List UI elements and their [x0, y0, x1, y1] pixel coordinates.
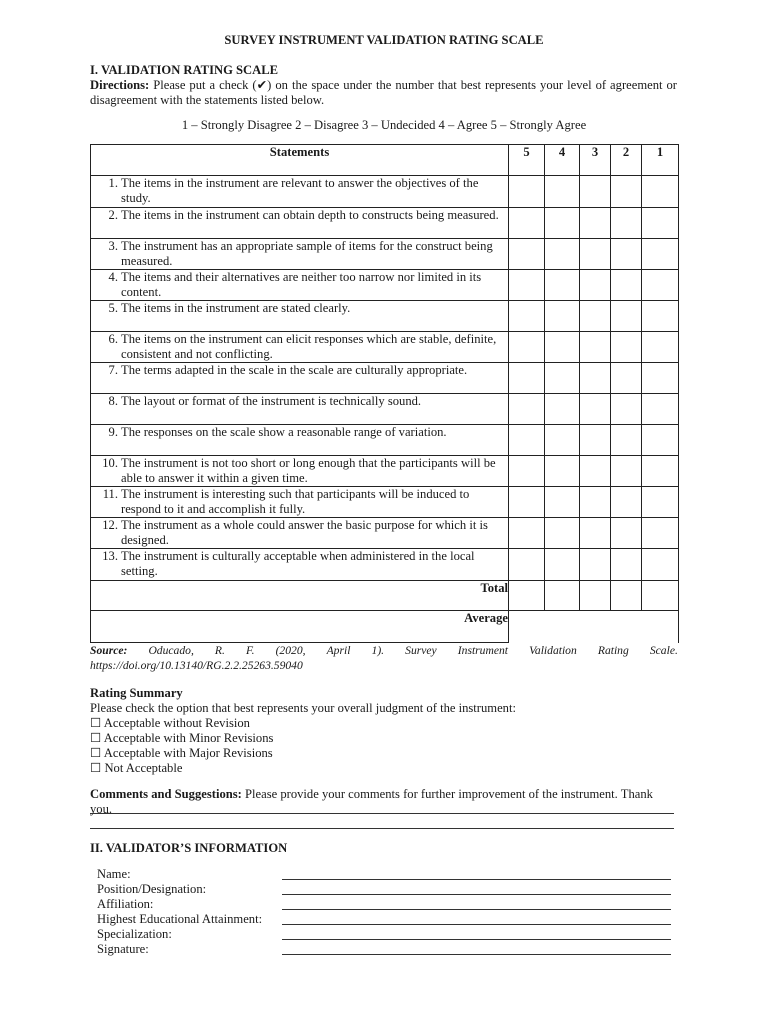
statement-text: The instrument has an appropriate sample of items for the construct being measured.	[121, 239, 493, 268]
statement-text: The items on the instrument can elicit responses which are stable, definite, consistent and not conflicting.	[121, 332, 497, 361]
statement-number: 5.	[108, 301, 118, 315]
rating-cell-4[interactable]	[545, 208, 580, 239]
statement-cell	[91, 456, 509, 487]
statement-cell	[91, 425, 509, 456]
rating-table	[90, 144, 679, 643]
statement-text: The instrument is culturally acceptable when administered in the local setting.	[121, 549, 475, 578]
rating-cell-2[interactable]	[611, 208, 642, 239]
rating-cell-3[interactable]	[580, 301, 611, 332]
statement-cell	[91, 518, 509, 549]
statement-number: 13.	[102, 549, 118, 563]
directions-text: Please put a check (✔) on the space under the number that best represents your level of agreement or disagreement with the statements listed below.	[90, 78, 677, 107]
total-row	[91, 581, 679, 611]
statement-number: 4.	[108, 270, 118, 284]
rating-cell-5[interactable]	[509, 394, 545, 425]
statement-number: 12.	[102, 518, 118, 532]
statement-number: 11.	[102, 487, 118, 501]
statement-number: 1.	[108, 176, 118, 190]
rating-cell-5[interactable]	[509, 549, 545, 581]
rating-cell-2[interactable]	[611, 394, 642, 425]
statement-text: The instrument as a whole could answer the basic purpose for which it is designed.	[121, 518, 488, 547]
rating-cell-2[interactable]	[611, 425, 642, 456]
scale-header-4: 4	[545, 145, 580, 176]
source-word: April	[326, 644, 351, 657]
statement-text: The items in the instrument are stated clearly.	[121, 301, 351, 315]
rating-cell-4[interactable]	[545, 332, 580, 363]
statement-text: The items in the instrument are relevant to answer the objectives of the study.	[121, 176, 479, 205]
rating-summary-heading: Rating Summary	[90, 686, 183, 700]
rating-option-label: Acceptable with Minor Revisions	[103, 731, 274, 745]
rating-cell-1[interactable]	[642, 239, 679, 270]
statement-text: The items and their alternatives are neither too narrow nor limited in its content.	[121, 270, 482, 299]
statement-number: 3.	[108, 239, 118, 253]
comments-label: Comments and Suggestions:	[90, 787, 242, 801]
checkbox-icon[interactable]: ☐	[90, 731, 102, 745]
rating-cell-1[interactable]	[642, 487, 679, 518]
validator-field-line[interactable]	[282, 879, 671, 880]
source-word: 1).	[371, 644, 385, 657]
total-cell-5[interactable]	[509, 581, 545, 611]
rating-cell-4[interactable]	[545, 239, 580, 270]
statement-number: 10.	[102, 456, 118, 470]
validator-field-label: Specialization:	[97, 927, 172, 941]
rating-cell-4[interactable]	[545, 518, 580, 549]
source-word: Survey	[405, 644, 437, 657]
source-label: Source:	[90, 644, 128, 657]
table-row	[91, 208, 679, 239]
statement-text: The responses on the scale show a reasonable range of variation.	[121, 425, 447, 439]
rating-cell-5[interactable]	[509, 301, 545, 332]
directions-label: Directions:	[90, 78, 150, 92]
rating-cell-4[interactable]	[545, 394, 580, 425]
rating-cell-5[interactable]	[509, 363, 545, 394]
checkbox-icon[interactable]: ☐	[90, 746, 102, 760]
rating-cell-1[interactable]	[642, 208, 679, 239]
validator-field-line[interactable]	[282, 909, 671, 910]
statement-number: 8.	[108, 394, 118, 408]
total-cell-4[interactable]	[545, 581, 580, 611]
source-word: F.	[245, 644, 255, 657]
rating-option-label: Acceptable with Major Revisions	[103, 746, 273, 760]
rating-cell-1[interactable]	[642, 456, 679, 487]
checkbox-icon[interactable]: ☐	[90, 716, 102, 730]
statement-cell	[91, 301, 509, 332]
statement-number: 9.	[108, 425, 118, 439]
rating-cell-4[interactable]	[545, 270, 580, 301]
rating-cell-4[interactable]	[545, 549, 580, 581]
comments-text: Please provide your comments for further improvement of the instrument. Thank you.	[90, 787, 653, 816]
table-row	[91, 394, 679, 425]
rating-cell-4[interactable]	[545, 487, 580, 518]
validator-field-line[interactable]	[282, 924, 671, 925]
rating-option[interactable]	[90, 761, 182, 776]
source-word: (2020,	[275, 644, 306, 657]
statement-cell	[91, 487, 509, 518]
statement-number: 6.	[108, 332, 118, 346]
statement-cell	[91, 176, 509, 208]
rating-cell-2[interactable]	[611, 456, 642, 487]
rating-cell-5[interactable]	[509, 456, 545, 487]
validator-field-label: Name:	[97, 867, 131, 881]
section1-heading: I. VALIDATION RATING SCALE	[90, 63, 279, 77]
statement-cell	[91, 239, 509, 270]
rating-cell-1[interactable]	[642, 363, 679, 394]
statement-number: 7.	[108, 363, 118, 377]
rating-cell-5[interactable]	[509, 425, 545, 456]
average-value-cell[interactable]	[509, 611, 679, 643]
statement-cell	[91, 549, 509, 581]
rating-option[interactable]	[90, 716, 250, 731]
statement-text: The items in the instrument can obtain depth to constructs being measured.	[121, 208, 499, 222]
rating-cell-3[interactable]	[580, 487, 611, 518]
rating-cell-3[interactable]	[580, 425, 611, 456]
source-word: R.	[214, 644, 225, 657]
rating-cell-5[interactable]	[509, 176, 545, 208]
statement-text: The terms adapted in the scale in the scale are culturally appropriate.	[121, 363, 468, 377]
table-row	[91, 425, 679, 456]
average-row	[91, 611, 679, 643]
total-label: Total	[91, 581, 509, 611]
rating-cell-3[interactable]	[580, 549, 611, 581]
rating-cell-4[interactable]	[545, 363, 580, 394]
source-word: Instrument	[457, 644, 509, 657]
rating-cell-2[interactable]	[611, 487, 642, 518]
scale-legend: 1 – Strongly Disagree 2 – Disagree 3 – Undecided 4 – Agree 5 – Strongly Agree	[181, 118, 587, 132]
comments-line-1[interactable]	[90, 813, 674, 814]
table-row	[91, 456, 679, 487]
table-row	[91, 332, 679, 363]
total-cell-2[interactable]	[611, 581, 642, 611]
rating-cell-1[interactable]	[642, 549, 679, 581]
rating-cell-2[interactable]	[611, 270, 642, 301]
source-word: Rating	[597, 644, 629, 657]
statement-text: The instrument is interesting such that participants will be induced to respond to it and accomplish it fully.	[121, 487, 470, 516]
statement-cell	[91, 363, 509, 394]
statement-cell	[91, 270, 509, 301]
rating-cell-5[interactable]	[509, 239, 545, 270]
statement-text: The instrument is not too short or long enough that the participants will be able to answer it within a given time.	[121, 456, 496, 485]
table-row	[91, 270, 679, 301]
rating-cell-1[interactable]	[642, 332, 679, 363]
scale-header-3: 3	[580, 145, 611, 176]
rating-cell-4[interactable]	[545, 425, 580, 456]
total-cell-1[interactable]	[642, 581, 679, 611]
rating-cell-5[interactable]	[509, 518, 545, 549]
rating-cell-2[interactable]	[611, 239, 642, 270]
source-word: Oducado,	[148, 644, 194, 657]
statement-cell	[91, 332, 509, 363]
statement-number: 2.	[108, 208, 118, 222]
validator-field-line[interactable]	[282, 954, 671, 955]
source-citation	[90, 643, 678, 673]
statement-cell	[91, 394, 509, 425]
checkbox-icon[interactable]: ☐	[90, 761, 102, 775]
scale-header-1: 1	[642, 145, 679, 176]
source-word: Validation	[529, 644, 577, 657]
rating-cell-5[interactable]	[509, 487, 545, 518]
scale-header-2: 2	[611, 145, 642, 176]
directions	[90, 78, 677, 108]
rating-option-label: Not Acceptable	[104, 761, 183, 775]
section2-heading: II. VALIDATOR’S INFORMATION	[90, 841, 288, 855]
table-row	[91, 176, 679, 208]
table-header-row	[91, 145, 679, 176]
rating-cell-2[interactable]	[611, 363, 642, 394]
rating-cell-3[interactable]	[580, 208, 611, 239]
source-word: Scale.	[649, 644, 678, 657]
statements-header: Statements	[91, 145, 509, 176]
validator-field-label: Position/Designation:	[97, 882, 207, 896]
table-row	[91, 301, 679, 332]
rating-cell-1[interactable]	[642, 176, 679, 208]
validator-field-line[interactable]	[282, 894, 671, 895]
statement-text: The layout or format of the instrument is technically sound.	[121, 394, 422, 408]
rating-cell-3[interactable]	[580, 239, 611, 270]
rating-cell-2[interactable]	[611, 301, 642, 332]
rating-cell-5[interactable]	[509, 270, 545, 301]
rating-cell-1[interactable]	[642, 270, 679, 301]
rating-cell-2[interactable]	[611, 176, 642, 208]
rating-option-label: Acceptable without Revision	[103, 716, 250, 730]
rating-cell-4[interactable]	[545, 301, 580, 332]
rating-cell-2[interactable]	[611, 549, 642, 581]
rating-cell-1[interactable]	[642, 425, 679, 456]
rating-cell-1[interactable]	[642, 301, 679, 332]
average-label: Average	[91, 611, 509, 643]
source-doi: https://doi.org/10.13140/RG.2.2.25263.59040	[90, 659, 303, 672]
scale-header-5: 5	[509, 145, 545, 176]
rating-cell-1[interactable]	[642, 394, 679, 425]
comments-line-2[interactable]	[90, 828, 674, 829]
validator-field-label: Signature:	[97, 942, 149, 956]
rating-cell-5[interactable]	[509, 208, 545, 239]
rating-option[interactable]	[90, 746, 273, 761]
statement-cell	[91, 208, 509, 239]
rating-cell-2[interactable]	[611, 332, 642, 363]
rating-cell-4[interactable]	[545, 456, 580, 487]
document-title: SURVEY INSTRUMENT VALIDATION RATING SCALE	[224, 33, 544, 47]
rating-cell-3[interactable]	[580, 270, 611, 301]
rating-option[interactable]	[90, 731, 273, 746]
rating-cell-3[interactable]	[580, 363, 611, 394]
rating-cell-3[interactable]	[580, 332, 611, 363]
table-row	[91, 549, 679, 581]
rating-cell-5[interactable]	[509, 332, 545, 363]
rating-cell-3[interactable]	[580, 394, 611, 425]
rating-cell-3[interactable]	[580, 456, 611, 487]
table-row	[91, 487, 679, 518]
rating-cell-4[interactable]	[545, 176, 580, 208]
rating-cell-2[interactable]	[611, 518, 642, 549]
rating-cell-1[interactable]	[642, 518, 679, 549]
validator-field-line[interactable]	[282, 939, 671, 940]
rating-cell-3[interactable]	[580, 518, 611, 549]
rating-summary-instruction: Please check the option that best represents your overall judgment of the instrument:	[90, 701, 516, 715]
validator-field-label: Highest Educational Attainment:	[97, 912, 263, 926]
table-row	[91, 518, 679, 549]
table-row	[91, 239, 679, 270]
table-row	[91, 363, 679, 394]
total-cell-3[interactable]	[580, 581, 611, 611]
rating-cell-3[interactable]	[580, 176, 611, 208]
validator-field-label: Affiliation:	[97, 897, 154, 911]
